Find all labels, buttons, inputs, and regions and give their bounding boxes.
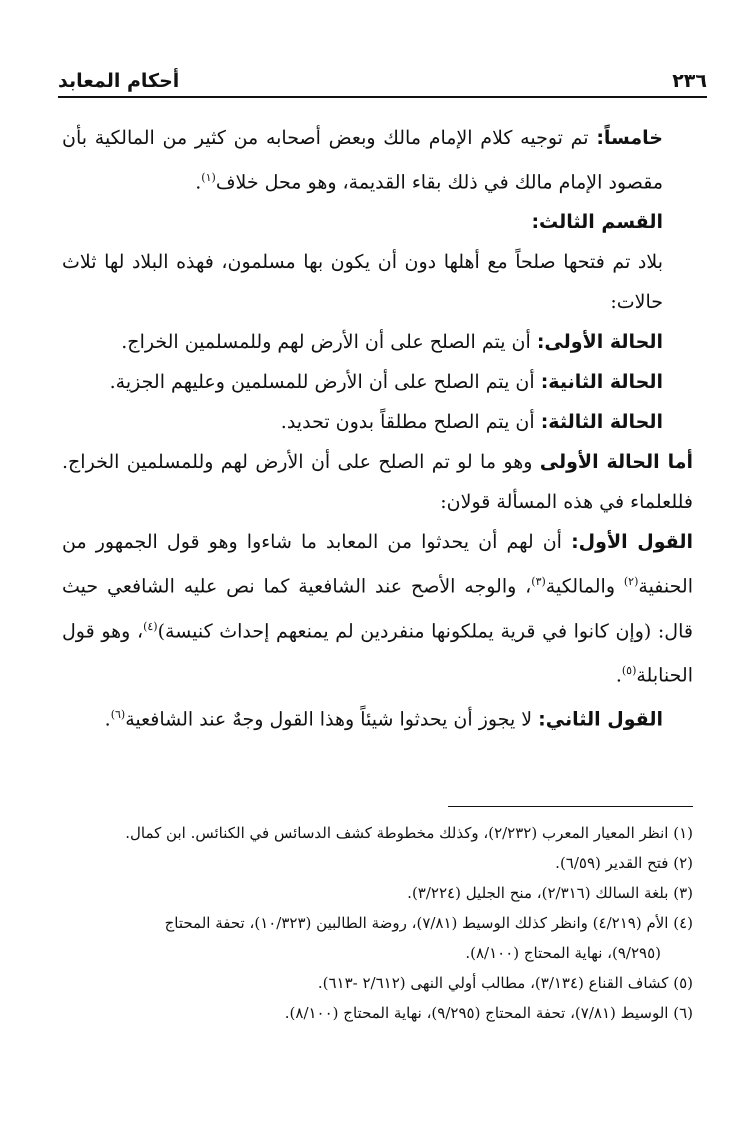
opinion-text: ، والوجه الأصح عند الشافعية كما نص عليه الشافعي حيث قال: (وإن كانوا في قرية يملكونها منفردين لم يمنعهم إحداث كنيسة) xyxy=(62,575,693,642)
opinion-one xyxy=(62,522,693,695)
footnote-3: (٣) بلغة السالك (٢/٣١٦)، منح الجليل (٣/٢٢٤). xyxy=(407,884,693,902)
footnote-separator xyxy=(448,806,693,807)
paragraph-text: وهو ما لو تم الصلح على أن الأرض لهم وللمسلمين الخراج. فللعلماء في هذه المسألة قولان: xyxy=(62,451,693,514)
case-one xyxy=(62,322,693,362)
case-text: أن يتم الصلح على أن الأرض للمسلمين وعليهم الجزية. xyxy=(109,371,541,394)
footnote-6: (٦) الوسيط (٧/٨١)، تحفة المحتاج (٩/٢٩٥)، نهاية المحتاج (٨/١٠٠). xyxy=(284,1004,693,1022)
case-text: أن يتم الصلح على أن الأرض لهم وللمسلمين الخراج. xyxy=(121,331,537,354)
page-number: ٢٣٦ xyxy=(672,70,707,92)
opinion-two xyxy=(62,695,693,739)
page-header xyxy=(58,58,707,98)
case-text: أن يتم الصلح مطلقاً بدون تحديد. xyxy=(280,411,541,434)
paragraph-label: خامساً: xyxy=(596,127,663,149)
footnote-1: (١) انظر المعيار المعرب (٢/٢٣٢)، وكذلك مخطوطة كشف الدسائس في الكنائس. ابن كمال. xyxy=(125,824,693,842)
opinion-label: القول الثاني: xyxy=(538,708,663,731)
footnote-ref: (٣) xyxy=(531,575,546,589)
page-body xyxy=(62,118,693,740)
paragraph-lands: بلاد تم فتحها صلحاً مع أهلها دون أن يكون بها مسلمون، فهذه البلاد لها ثلاث حالات: xyxy=(62,251,663,314)
opinion-text: لا يجوز أن يحدثوا شيئاً وهذا القول وجهٌ عند الشافعية xyxy=(125,708,539,731)
footnote-4-continued: (٩/٢٩٥)، نهاية المحتاج (٨/١٠٠). xyxy=(465,944,661,962)
footnote-ref: (٥) xyxy=(621,663,637,677)
paragraph-text: تم توجيه كلام الإمام مالك وبعض أصحابه من كثير من المالكية بأن مقصود الإمام مالك في ذلك بقاء القديمة، وهو محل خلاف xyxy=(62,127,663,194)
punctuation: . xyxy=(104,708,111,731)
case-label: الحالة الثالثة: xyxy=(540,411,663,434)
running-title: أحكام المعابد xyxy=(58,70,180,92)
footnote-2: (٢) فتح القدير (٦/٥٩). xyxy=(555,854,693,872)
case-label: الحالة الأولى: xyxy=(536,331,663,354)
case-label: الحالة الثانية: xyxy=(540,371,663,394)
footnote-ref: (٢) xyxy=(623,575,639,589)
footnote-ref: (٤) xyxy=(143,619,158,633)
footnote-ref: (١) xyxy=(201,171,216,184)
footnote-ref: (٦) xyxy=(110,708,126,722)
opinion-text: أن لهم أن يحدثوا من المعابد ما شاءوا وهو قول الجمهور من الحنفية xyxy=(62,531,693,598)
opinion-text: والمالكية xyxy=(545,575,624,598)
opinion-label: القول الأول: xyxy=(571,531,694,554)
paragraph-fifth xyxy=(62,118,693,202)
section-heading: القسم الثالث: xyxy=(531,211,663,234)
paragraph-first-case xyxy=(62,442,693,522)
case-three xyxy=(62,402,693,442)
punctuation: . xyxy=(615,664,622,687)
punctuation: . xyxy=(195,171,202,194)
case-two xyxy=(62,362,693,402)
footnote-4: (٤) الأم (٤/٢١٩) وانظر كذلك الوسيط (٧/٨١)، روضة الطالبين (١٠/٣٢٣)، تحفة المحتاج xyxy=(164,914,693,932)
paragraph-label: أما الحالة الأولى xyxy=(539,451,693,474)
footnotes xyxy=(62,818,693,1028)
footnote-5: (٥) كشاف القناع (٣/١٣٤)، مطالب أولي النهى (٢/٦١٢ -٦١٣). xyxy=(317,974,693,992)
opinion-text: ، وهو قول الحنابلة xyxy=(62,619,693,687)
